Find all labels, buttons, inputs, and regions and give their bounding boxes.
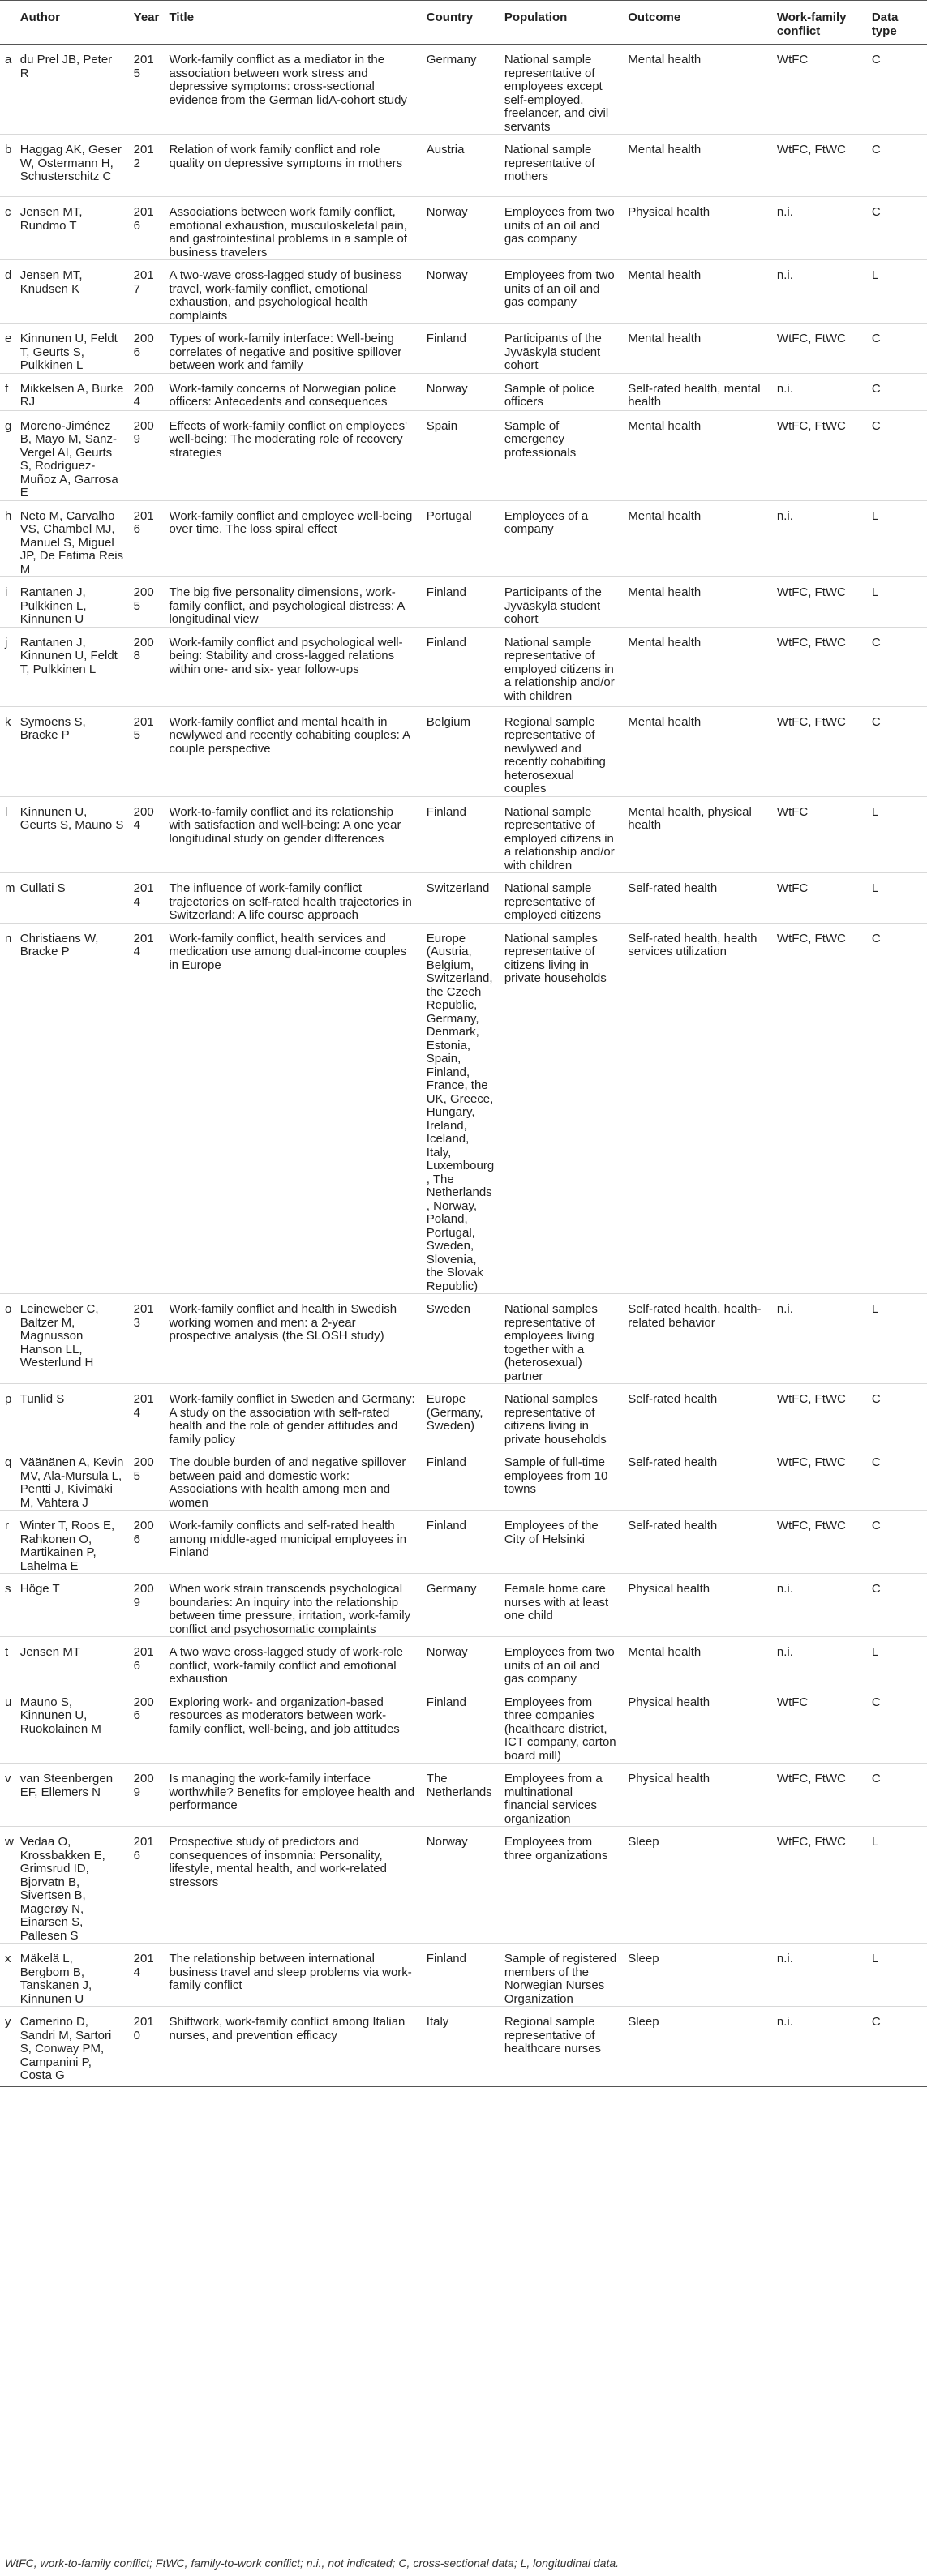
table-row — [0, 1511, 927, 1574]
work-family-conflict-cell: WtFC, FtWC — [772, 1384, 867, 1447]
col-header-title: Title — [164, 1, 421, 45]
row-id: e — [0, 324, 15, 374]
population-cell: National sample representative of employed citizens — [500, 873, 623, 924]
year-cell: 2009 — [129, 1574, 165, 1637]
title-cell: Work-family conflict and psychological well-being: Stability and cross-lagged relations within one- and six- year follow-ups — [164, 627, 421, 706]
table-row — [0, 1764, 927, 1827]
country-cell: Finland — [422, 577, 500, 628]
data-type-cell: C — [867, 324, 927, 374]
author-cell: Väänänen A, Kevin MV, Ala-Mursula L, Pentti J, Kivimäki M, Vahtera J — [15, 1447, 129, 1511]
population-cell: Sample of registered members of the Norwegian Nurses Organization — [500, 1944, 623, 2007]
data-type-cell: L — [867, 1637, 927, 1687]
row-id: f — [0, 373, 15, 410]
outcome-cell: Mental health — [623, 260, 772, 324]
row-id: t — [0, 1637, 15, 1687]
outcome-cell: Mental health — [623, 45, 772, 135]
title-cell: The relationship between international business travel and sleep problems via work-family conflict — [164, 1944, 421, 2007]
population-cell: National sample representative of employees except self-employed, freelancer, and civil servants — [500, 45, 623, 135]
work-family-conflict-cell: WtFC, FtWC — [772, 135, 867, 197]
row-id: a — [0, 45, 15, 135]
work-family-conflict-cell: WtFC — [772, 873, 867, 924]
year-cell: 2005 — [129, 1447, 165, 1511]
work-family-conflict-cell: WtFC, FtWC — [772, 706, 867, 796]
author-cell: Kinnunen U, Feldt T, Geurts S, Pulkkinen L — [15, 324, 129, 374]
row-id: y — [0, 2007, 15, 2087]
author-cell: Jensen MT — [15, 1637, 129, 1687]
col-header-work-family-conflict: Work-family conflict — [772, 1, 867, 45]
work-family-conflict-cell: WtFC, FtWC — [772, 410, 867, 500]
author-cell: Mikkelsen A, Burke RJ — [15, 373, 129, 410]
data-type-cell: C — [867, 1574, 927, 1637]
outcome-cell: Sleep — [623, 1944, 772, 2007]
row-id: m — [0, 873, 15, 924]
work-family-conflict-cell: WtFC, FtWC — [772, 324, 867, 374]
title-cell: Work-family conflict as a mediator in the association between work stress and depressive symptoms: cross-sectional evidence from the German lidA-cohort study — [164, 45, 421, 135]
author-cell: Mäkelä L, Bergbom B, Tanskanen J, Kinnunen U — [15, 1944, 129, 2007]
author-cell: du Prel JB, Peter R — [15, 45, 129, 135]
population-cell: National sample representative of employed citizens in a relationship and/or with children — [500, 627, 623, 706]
year-cell: 2015 — [129, 706, 165, 796]
title-cell: A two wave cross-lagged study of work-role conflict, work-family conflict and emotional exhaustion — [164, 1637, 421, 1687]
data-type-cell: L — [867, 873, 927, 924]
author-cell: Haggag AK, Geser W, Ostermann H, Schusterschitz C — [15, 135, 129, 197]
col-header-population: Population — [500, 1, 623, 45]
data-type-cell: L — [867, 796, 927, 873]
table-row — [0, 1827, 927, 1944]
data-type-cell: C — [867, 627, 927, 706]
title-cell: Shiftwork, work-family conflict among Italian nurses, and prevention efficacy — [164, 2007, 421, 2087]
title-cell: The influence of work-family conflict trajectories on self-rated health trajectories in Switzerland: A life course approach — [164, 873, 421, 924]
col-header-data-type: Data type — [867, 1, 927, 45]
author-cell: Jensen MT, Knudsen K — [15, 260, 129, 324]
work-family-conflict-cell: n.i. — [772, 500, 867, 577]
data-type-cell: C — [867, 706, 927, 796]
work-family-conflict-cell: n.i. — [772, 373, 867, 410]
table-row — [0, 577, 927, 628]
author-cell: Rantanen J, Pulkkinen L, Kinnunen U — [15, 577, 129, 628]
year-cell: 2012 — [129, 135, 165, 197]
year-cell: 2016 — [129, 500, 165, 577]
table-header-row — [0, 1, 927, 45]
year-cell: 2016 — [129, 1637, 165, 1687]
author-cell: Moreno-Jiménez B, Mayo M, Sanz-Vergel AI, Geurts S, Rodríguez-Muñoz A, Garrosa E — [15, 410, 129, 500]
title-cell: A two-wave cross-lagged study of business travel, work-family conflict, emotional exhaustion, and psychological health complaints — [164, 260, 421, 324]
country-cell: Sweden — [422, 1294, 500, 1384]
title-cell: Work-family conflict and employee well-being over time. The loss spiral effect — [164, 500, 421, 577]
population-cell: Employees from two units of an oil and gas company — [500, 1637, 623, 1687]
row-id: d — [0, 260, 15, 324]
data-type-cell: L — [867, 500, 927, 577]
col-header-id — [0, 1, 15, 45]
country-cell: Finland — [422, 627, 500, 706]
table-row — [0, 410, 927, 500]
country-cell: Germany — [422, 45, 500, 135]
work-family-conflict-cell: n.i. — [772, 260, 867, 324]
work-family-conflict-cell: n.i. — [772, 1637, 867, 1687]
title-cell: The double burden of and negative spillover between paid and domestic work: Associations with health among men and women — [164, 1447, 421, 1511]
author-cell: Neto M, Carvalho VS, Chambel MJ, Manuel S, Miguel JP, De Fatima Reis M — [15, 500, 129, 577]
data-type-cell: L — [867, 1944, 927, 2007]
country-cell: Europe (Austria, Belgium, Switzerland, the Czech Republic, Germany, Denmark, Estonia, Spain, Finland, France, the UK, Greece, Hungary, Ireland, Iceland, Italy, Luxembourg, The Netherlands, Norway, Poland, Portugal, Sweden, Slovenia, the Slovak Republic) — [422, 923, 500, 1294]
title-cell: Work-to-family conflict and its relationship with satisfaction and well-being: A one year longitudinal study on gender differences — [164, 796, 421, 873]
title-cell: Work-family conflict, health services and medication use among dual-income couples in Europe — [164, 923, 421, 1294]
outcome-cell: Physical health — [623, 1687, 772, 1764]
country-cell: Italy — [422, 2007, 500, 2087]
work-family-conflict-cell: n.i. — [772, 1574, 867, 1637]
outcome-cell: Sleep — [623, 1827, 772, 1944]
col-header-outcome: Outcome — [623, 1, 772, 45]
work-family-conflict-cell: n.i. — [772, 2007, 867, 2087]
outcome-cell: Mental health — [623, 135, 772, 197]
table-row — [0, 1574, 927, 1637]
table-row — [0, 324, 927, 374]
table-row — [0, 260, 927, 324]
year-cell: 2008 — [129, 627, 165, 706]
row-id: g — [0, 410, 15, 500]
population-cell: National sample representative of mothers — [500, 135, 623, 197]
title-cell: Work-family conflict in Sweden and Germany: A study on the association with self-rated health and the role of gender attitudes and family policy — [164, 1384, 421, 1447]
population-cell: National samples representative of citizens living in private households — [500, 923, 623, 1294]
table-row — [0, 1294, 927, 1384]
row-id: c — [0, 197, 15, 260]
author-cell: Cullati S — [15, 873, 129, 924]
row-id: v — [0, 1764, 15, 1827]
table-row — [0, 873, 927, 924]
author-cell: Christiaens W, Bracke P — [15, 923, 129, 1294]
year-cell: 2014 — [129, 923, 165, 1294]
title-cell: Associations between work family conflict, emotional exhaustion, musculoskeletal pain, and gastrointestinal problems in a sample of business travelers — [164, 197, 421, 260]
outcome-cell: Physical health — [623, 197, 772, 260]
year-cell: 2017 — [129, 260, 165, 324]
data-type-cell: C — [867, 135, 927, 197]
title-cell: Is managing the work-family interface worthwhile? Benefits for employee health and performance — [164, 1764, 421, 1827]
title-cell: Work-family conflict and health in Swedish working women and men: a 2-year prospective analysis (the SLOSH study) — [164, 1294, 421, 1384]
work-family-conflict-cell: WtFC, FtWC — [772, 1764, 867, 1827]
row-id: n — [0, 923, 15, 1294]
work-family-conflict-cell: WtFC, FtWC — [772, 923, 867, 1294]
data-type-cell: L — [867, 260, 927, 324]
work-family-conflict-cell: WtFC, FtWC — [772, 1447, 867, 1511]
table-row — [0, 45, 927, 135]
table-row — [0, 2007, 927, 2087]
population-cell: Participants of the Jyväskylä student cohort — [500, 324, 623, 374]
outcome-cell: Self-rated health, health-related behavior — [623, 1294, 772, 1384]
author-cell: Kinnunen U, Geurts S, Mauno S — [15, 796, 129, 873]
population-cell: Sample of police officers — [500, 373, 623, 410]
country-cell: Norway — [422, 373, 500, 410]
country-cell: Germany — [422, 1574, 500, 1637]
country-cell: Finland — [422, 796, 500, 873]
row-id: h — [0, 500, 15, 577]
country-cell: Europe (Germany, Sweden) — [422, 1384, 500, 1447]
population-cell: Employees from three organizations — [500, 1827, 623, 1944]
work-family-conflict-cell: WtFC, FtWC — [772, 577, 867, 628]
author-cell: Rantanen J, Kinnunen U, Feldt T, Pulkkinen L — [15, 627, 129, 706]
work-family-conflict-cell: WtFC — [772, 45, 867, 135]
population-cell: Employees from a multinational financial services organization — [500, 1764, 623, 1827]
author-cell: van Steenbergen EF, Ellemers N — [15, 1764, 129, 1827]
data-type-cell: C — [867, 2007, 927, 2087]
country-cell: Finland — [422, 324, 500, 374]
population-cell: Employees of the City of Helsinki — [500, 1511, 623, 1574]
row-id: r — [0, 1511, 15, 1574]
year-cell: 2013 — [129, 1294, 165, 1384]
work-family-conflict-cell: WtFC — [772, 796, 867, 873]
row-id: o — [0, 1294, 15, 1384]
population-cell: Regional sample representative of healthcare nurses — [500, 2007, 623, 2087]
work-family-conflict-cell: WtFC, FtWC — [772, 1827, 867, 1944]
population-cell: National samples representative of employees living together with a (heterosexual) partner — [500, 1294, 623, 1384]
country-cell: Switzerland — [422, 873, 500, 924]
outcome-cell: Mental health — [623, 627, 772, 706]
work-family-conflict-cell: n.i. — [772, 1294, 867, 1384]
row-id: q — [0, 1447, 15, 1511]
population-cell: Sample of emergency professionals — [500, 410, 623, 500]
year-cell: 2006 — [129, 1687, 165, 1764]
row-id: p — [0, 1384, 15, 1447]
data-type-cell: C — [867, 197, 927, 260]
table-row — [0, 1447, 927, 1511]
table-row — [0, 1944, 927, 2007]
row-id: k — [0, 706, 15, 796]
title-cell: The big five personality dimensions, work-family conflict, and psychological distress: A longitudinal view — [164, 577, 421, 628]
country-cell: Norway — [422, 260, 500, 324]
data-type-cell: C — [867, 1447, 927, 1511]
work-family-conflict-cell: WtFC, FtWC — [772, 1511, 867, 1574]
outcome-cell: Mental health — [623, 1637, 772, 1687]
population-cell: Female home care nurses with at least one child — [500, 1574, 623, 1637]
table-footnote: WtFC, work-to-family conflict; FtWC, family-to-work conflict; n.i., not indicated; C, cross-sectional data; L, longitudinal data. — [5, 2557, 620, 2570]
outcome-cell: Mental health — [623, 706, 772, 796]
year-cell: 2009 — [129, 1764, 165, 1827]
year-cell: 2016 — [129, 1827, 165, 1944]
author-cell: Leineweber C, Baltzer M, Magnusson Hanson LL, Westerlund H — [15, 1294, 129, 1384]
title-cell: Work-family conflict and mental health in newlywed and recently cohabiting couples: A couple perspective — [164, 706, 421, 796]
title-cell: When work strain transcends psychological boundaries: An inquiry into the relationship between time pressure, irritation, work-family conflict and psychosomatic complaints — [164, 1574, 421, 1637]
data-type-cell: C — [867, 923, 927, 1294]
country-cell: The Netherlands — [422, 1764, 500, 1827]
row-id: s — [0, 1574, 15, 1637]
table-row — [0, 706, 927, 796]
title-cell: Work-family conflicts and self-rated health among middle-aged municipal employees in Finland — [164, 1511, 421, 1574]
data-type-cell: L — [867, 577, 927, 628]
year-cell: 2010 — [129, 2007, 165, 2087]
row-id: w — [0, 1827, 15, 1944]
outcome-cell: Physical health — [623, 1764, 772, 1827]
data-type-cell: C — [867, 1687, 927, 1764]
author-cell: Camerino D, Sandri M, Sartori S, Conway PM, Campanini P, Costa G — [15, 2007, 129, 2087]
population-cell: National sample representative of employed citizens in a relationship and/or with children — [500, 796, 623, 873]
year-cell: 2014 — [129, 1944, 165, 2007]
population-cell: Sample of full-time employees from 10 towns — [500, 1447, 623, 1511]
data-type-cell: C — [867, 373, 927, 410]
year-cell: 2014 — [129, 1384, 165, 1447]
data-type-cell: C — [867, 410, 927, 500]
population-cell: Employees from two units of an oil and gas company — [500, 197, 623, 260]
outcome-cell: Mental health — [623, 500, 772, 577]
author-cell: Höge T — [15, 1574, 129, 1637]
table-row — [0, 796, 927, 873]
row-id: b — [0, 135, 15, 197]
title-cell: Prospective study of predictors and consequences of insomnia: Personality, lifestyle, mental health, and work-related stressors — [164, 1827, 421, 1944]
row-id: u — [0, 1687, 15, 1764]
year-cell: 2015 — [129, 45, 165, 135]
table-row — [0, 500, 927, 577]
year-cell: 2014 — [129, 873, 165, 924]
country-cell: Finland — [422, 1944, 500, 2007]
data-type-cell: L — [867, 1294, 927, 1384]
author-cell: Mauno S, Kinnunen U, Ruokolainen M — [15, 1687, 129, 1764]
outcome-cell: Self-rated health, mental health — [623, 373, 772, 410]
title-cell: Types of work-family interface: Well-being correlates of negative and positive spillover between work and family — [164, 324, 421, 374]
outcome-cell: Sleep — [623, 2007, 772, 2087]
work-family-conflict-cell: WtFC — [772, 1687, 867, 1764]
data-type-cell: C — [867, 1764, 927, 1827]
outcome-cell: Self-rated health — [623, 1384, 772, 1447]
country-cell: Belgium — [422, 706, 500, 796]
country-cell: Portugal — [422, 500, 500, 577]
table-row — [0, 197, 927, 260]
outcome-cell: Mental health — [623, 324, 772, 374]
country-cell: Austria — [422, 135, 500, 197]
work-family-conflict-cell: WtFC, FtWC — [772, 627, 867, 706]
table-row — [0, 373, 927, 410]
table-row — [0, 923, 927, 1294]
row-id: j — [0, 627, 15, 706]
population-cell: Participants of the Jyväskylä student cohort — [500, 577, 623, 628]
data-type-cell: C — [867, 1384, 927, 1447]
country-cell: Norway — [422, 1637, 500, 1687]
data-type-cell: L — [867, 1827, 927, 1944]
title-cell: Exploring work- and organization-based resources as moderators between work-family conflict, well-being, and job attitudes — [164, 1687, 421, 1764]
country-cell: Norway — [422, 197, 500, 260]
population-cell: Regional sample representative of newlywed and recently cohabiting heterosexual couples — [500, 706, 623, 796]
population-cell: Employees from two units of an oil and gas company — [500, 260, 623, 324]
year-cell: 2016 — [129, 197, 165, 260]
title-cell: Work-family concerns of Norwegian police officers: Antecedents and consequences — [164, 373, 421, 410]
year-cell: 2004 — [129, 796, 165, 873]
outcome-cell: Mental health, physical health — [623, 796, 772, 873]
data-type-cell: C — [867, 45, 927, 135]
outcome-cell: Mental health — [623, 577, 772, 628]
outcome-cell: Self-rated health — [623, 1511, 772, 1574]
work-family-conflict-cell: n.i. — [772, 197, 867, 260]
table-row — [0, 135, 927, 197]
outcome-cell: Self-rated health — [623, 873, 772, 924]
row-id: l — [0, 796, 15, 873]
author-cell: Jensen MT, Rundmo T — [15, 197, 129, 260]
table-body — [0, 45, 927, 2087]
col-header-country: Country — [422, 1, 500, 45]
country-cell: Finland — [422, 1687, 500, 1764]
year-cell: 2006 — [129, 324, 165, 374]
table-row — [0, 1384, 927, 1447]
outcome-cell: Mental health — [623, 410, 772, 500]
country-cell: Norway — [422, 1827, 500, 1944]
table-row — [0, 1687, 927, 1764]
outcome-cell: Self-rated health — [623, 1447, 772, 1511]
row-id: x — [0, 1944, 15, 2007]
population-cell: National samples representative of citizens living in private households — [500, 1384, 623, 1447]
year-cell: 2009 — [129, 410, 165, 500]
title-cell: Relation of work family conflict and role quality on depressive symptoms in mothers — [164, 135, 421, 197]
data-type-cell: C — [867, 1511, 927, 1574]
col-header-author: Author — [15, 1, 129, 45]
outcome-cell: Self-rated health, health services utilization — [623, 923, 772, 1294]
author-cell: Symoens S, Bracke P — [15, 706, 129, 796]
table-row — [0, 627, 927, 706]
col-header-year: Year — [129, 1, 165, 45]
row-id: i — [0, 577, 15, 628]
table-row — [0, 1637, 927, 1687]
title-cell: Effects of work-family conflict on employees' well-being: The moderating role of recovery strategies — [164, 410, 421, 500]
author-cell: Tunlid S — [15, 1384, 129, 1447]
year-cell: 2004 — [129, 373, 165, 410]
year-cell: 2005 — [129, 577, 165, 628]
author-cell: Winter T, Roos E, Rahkonen O, Martikainen P, Lahelma E — [15, 1511, 129, 1574]
country-cell: Spain — [422, 410, 500, 500]
country-cell: Finland — [422, 1511, 500, 1574]
country-cell: Finland — [422, 1447, 500, 1511]
work-family-conflict-cell: n.i. — [772, 1944, 867, 2007]
author-cell: Vedaa O, Krossbakken E, Grimsrud ID, Bjorvatn B, Sivertsen B, Magerøy N, Einarsen S, Pallesen S — [15, 1827, 129, 1944]
outcome-cell: Physical health — [623, 1574, 772, 1637]
population-cell: Employees from three companies (healthcare district, ICT company, carton board mill) — [500, 1687, 623, 1764]
year-cell: 2006 — [129, 1511, 165, 1574]
population-cell: Employees of a company — [500, 500, 623, 577]
